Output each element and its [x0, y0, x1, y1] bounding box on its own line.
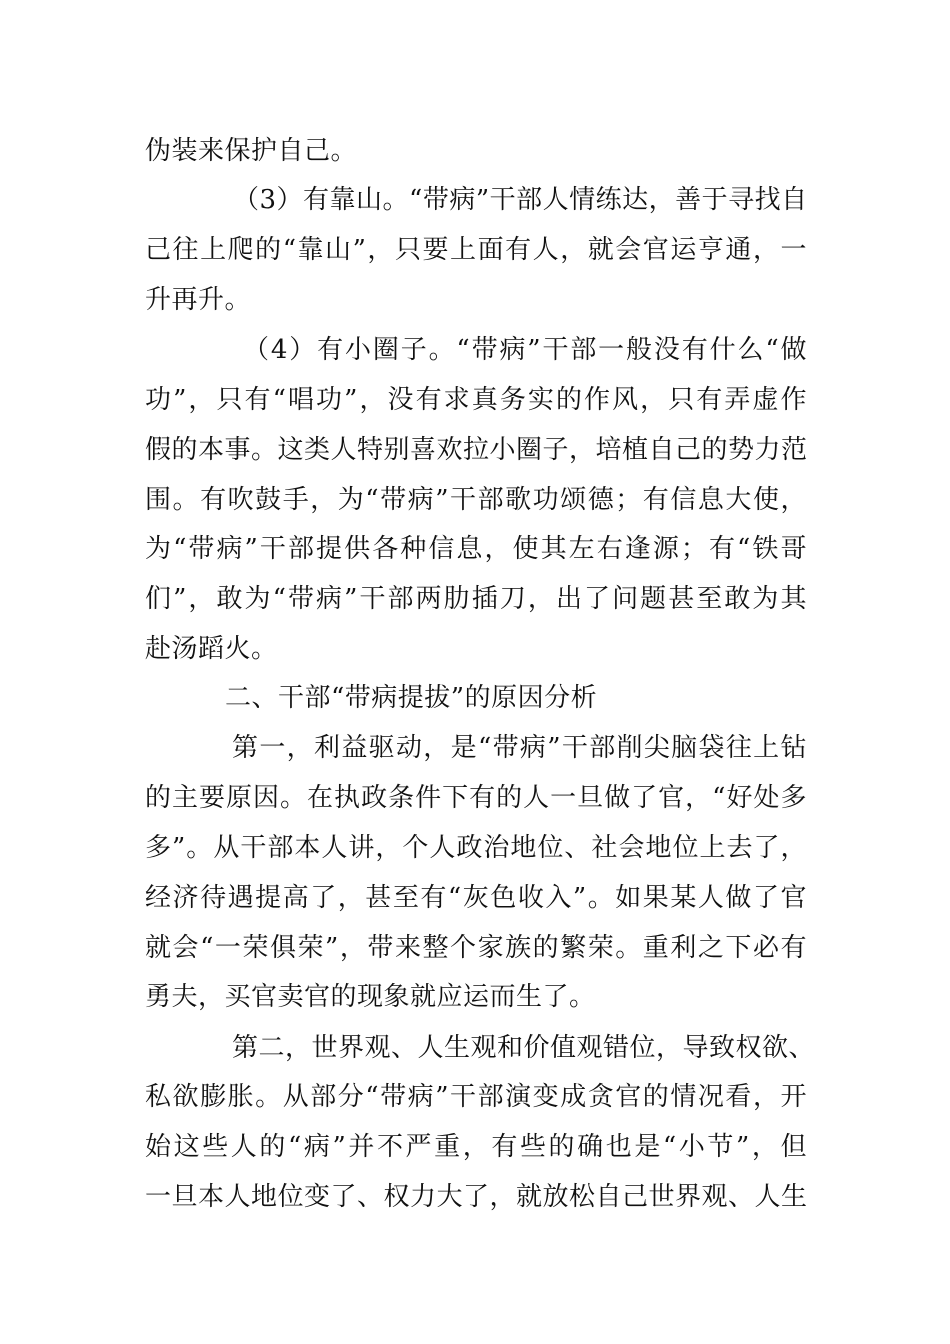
text-line: 伪装来保护自己。 [145, 136, 358, 166]
text-line: 勇夫，买官卖官的现象就应运而生了。 [145, 982, 596, 1012]
text-line: 们”，敢为“带病”干部两肋插刀，出了问题甚至敢为其 [145, 584, 807, 614]
text-line: 第二，世界观、人生观和价值观错位，导致权欲、 [232, 1033, 816, 1063]
text-line: 一旦本人地位变了、权力大了，就放松自己世界观、人生 [145, 1182, 808, 1212]
text-line: 围。有吹鼓手，为“带病”干部歌功颂德；有信息大使， [145, 485, 807, 515]
text-line: 的主要原因。在执政条件下有的人一旦做了官，“好处多 [145, 783, 807, 813]
text-line: 经济待遇提高了，甚至有“灰色收入”。如果某人做了官 [145, 883, 807, 913]
text-line: 多”。从干部本人讲，个人政治地位、社会地位上去了， [145, 833, 807, 863]
text-line: 假的本事。这类人特别喜欢拉小圈子，培植自己的势力范 [145, 435, 808, 465]
text-line: 私欲膨胀。从部分“带病”干部演变成贪官的情况看，开 [145, 1082, 807, 1112]
text-line: 第一，利益驱动，是“带病”干部削尖脑袋往上钻 [232, 733, 807, 763]
text-line: 为“带病”干部提供各种信息，使其左右逢源；有“铁哥 [145, 534, 807, 564]
text-line: （4）有小圈子。“带病”干部一般没有什么“做 [243, 335, 807, 365]
section-heading: 二、干部“带病提拔”的原因分析 [225, 683, 598, 713]
text-line: 始这些人的“病”并不严重，有些的确也是“小节”，但 [145, 1132, 807, 1162]
text-line: 就会“一荣俱荣”，带来整个家族的繁荣。重利之下必有 [145, 933, 807, 963]
text-line: 己往上爬的“靠山”，只要上面有人，就会官运亨通，一 [145, 235, 807, 265]
text-line: 升再升。 [145, 285, 252, 315]
text-line: 赴汤蹈火。 [145, 634, 278, 664]
text-line: （3）有靠山。“带病”干部人情练达，善于寻找自 [233, 185, 808, 215]
text-line: 功”，只有“唱功”，没有求真务实的作风，只有弄虚作 [145, 385, 807, 415]
